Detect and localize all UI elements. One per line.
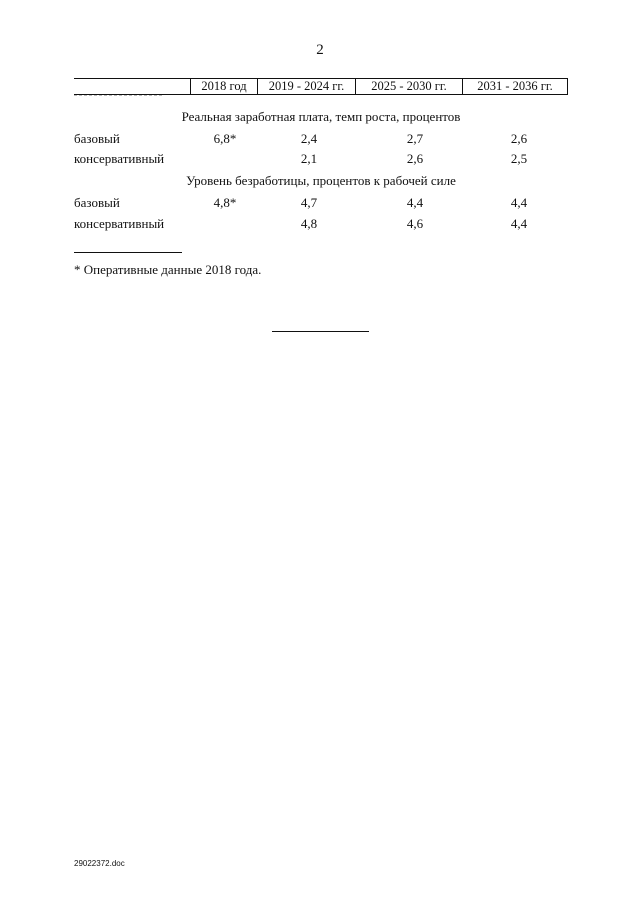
footnote-rule (74, 252, 182, 253)
table-row (74, 195, 568, 211)
row-label: базовый (74, 131, 120, 146)
document-id: 29022372.doc (74, 859, 125, 868)
cell-2019-2024: 2,1 (300, 151, 318, 166)
footnote: * Оперативные данные 2018 года. (74, 262, 262, 277)
header-cell-2018: 2018 год (190, 79, 257, 94)
section-title-wages: Реальная заработная плата, темп роста, процентов (181, 109, 461, 124)
table-row (74, 151, 568, 167)
faint-rule (74, 95, 162, 96)
header-cell-label (74, 79, 190, 94)
row-label: консервативный (74, 151, 165, 166)
header-cell-2025-2030: 2025 - 2030 гг. (355, 79, 462, 94)
cell-2018: 6,8* (213, 131, 237, 146)
cell-2025-2030: 2,7 (406, 131, 424, 146)
row-label: консервативный (74, 216, 165, 231)
table-row (74, 131, 568, 147)
cell-2025-2030: 2,6 (406, 151, 424, 166)
cell-2025-2030: 4,4 (406, 195, 424, 210)
header-cell-2031-2036: 2031 - 2036 гг. (462, 79, 568, 94)
cell-2031-2036: 2,6 (510, 131, 528, 146)
section-title-unemployment: Уровень безработицы, процентов к рабочей силе (186, 173, 456, 188)
cell-2018: 4,8* (213, 195, 237, 210)
cell-2019-2024: 2,4 (300, 131, 318, 146)
row-label: базовый (74, 195, 120, 210)
header-cell-2019-2024: 2019 - 2024 гг. (257, 79, 355, 94)
page-number: 2 (316, 42, 324, 58)
cell-2031-2036: 4,4 (510, 216, 528, 231)
cell-2031-2036: 2,5 (510, 151, 528, 166)
table-row (74, 216, 568, 232)
end-of-document-rule (272, 331, 369, 332)
cell-2019-2024: 4,8 (300, 216, 318, 231)
cell-2019-2024: 4,7 (300, 195, 318, 210)
cell-2031-2036: 4,4 (510, 195, 528, 210)
cell-2025-2030: 4,6 (406, 216, 424, 231)
table-header (74, 78, 568, 95)
